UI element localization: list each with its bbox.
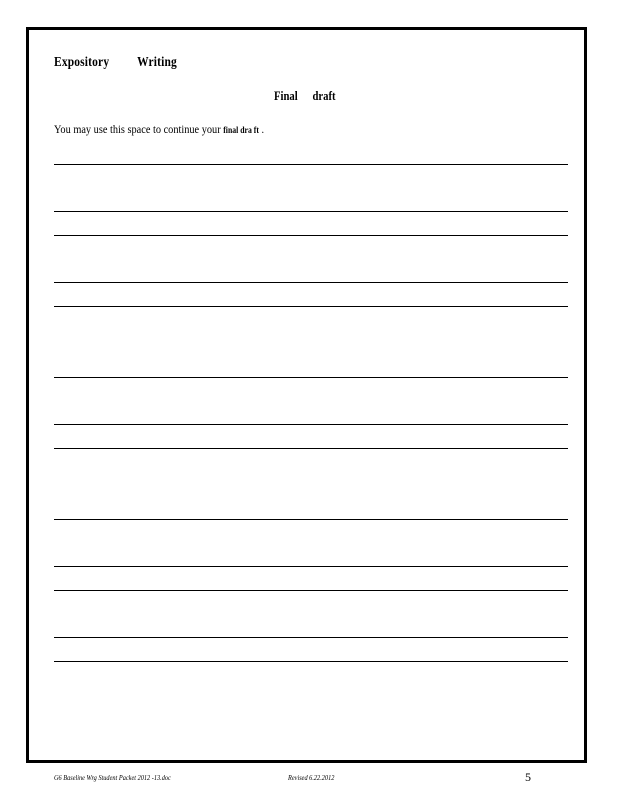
title-word-expository: Expository	[54, 55, 110, 70]
page-border	[26, 27, 587, 763]
footer-revised-date: Revised 6.22.2012	[288, 774, 335, 782]
writing-line	[54, 377, 568, 378]
instruction-main: You may use this space to continue your	[54, 122, 224, 136]
writing-line	[54, 519, 568, 520]
title-word-writing: Writing	[137, 55, 177, 70]
writing-line	[54, 590, 568, 591]
writing-line	[54, 282, 568, 283]
subtitle-word-final: Final	[274, 88, 298, 103]
writing-line	[54, 448, 568, 449]
footer-document-name: G6 Baseline Wrg Student Packet 2012 -13.doc	[54, 774, 171, 782]
instruction-small: final dra ft	[223, 125, 259, 135]
page-number: 5	[525, 770, 531, 784]
section-subtitle	[274, 88, 336, 104]
writing-line	[54, 637, 568, 638]
writing-line	[54, 306, 568, 307]
writing-line	[54, 164, 568, 165]
writing-line	[54, 211, 568, 212]
subtitle-word-draft: draft	[312, 88, 336, 103]
page-title	[54, 55, 177, 71]
writing-line	[54, 566, 568, 567]
writing-line	[54, 424, 568, 425]
instruction-end: .	[258, 122, 265, 136]
writing-line	[54, 235, 568, 236]
instruction-text	[54, 122, 264, 137]
writing-line	[54, 661, 568, 662]
